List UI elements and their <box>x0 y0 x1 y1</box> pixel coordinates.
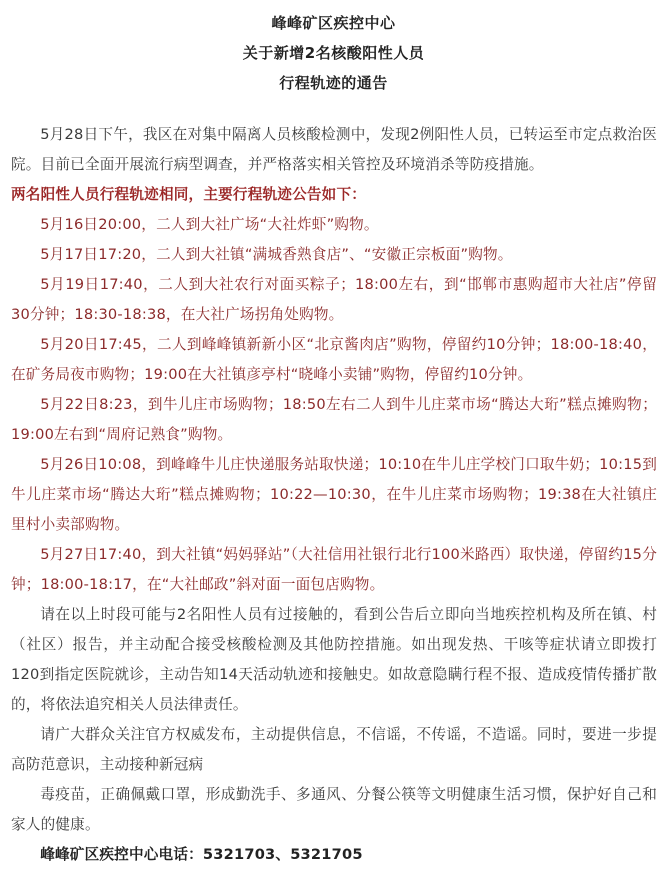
itinerary-item: 5月26日10:08，到峰峰牛儿庄快递服务站取快递；10:10在牛儿庄学校门口取牛奶；10:15到牛儿庄菜市场“腾达大珩”糕点摊购物；10:22—10:30，在牛儿庄菜市场购物；19:38在大社镇庄里村小卖部购物。 <box>11 456 657 533</box>
itinerary-item: 5月22日8:23，到牛儿庄市场购物；18:50左右二人到牛儿庄菜市场“腾达大珩”糕点摊购物；19:00左右到“周府记熟食”购物。 <box>11 396 657 443</box>
itinerary-heading: 两名阳性人员行程轨迹相同，主要行程轨迹公告如下： <box>11 186 367 203</box>
itinerary-item: 5月20日17:45，二人到峰峰镇新新小区“北京酱肉店”购物，停留约10分钟；18:00-18:40，在矿务局夜市购物；19:00在大社镇彦亭村“晓峰小卖铺”购物，停留约10分钟。 <box>11 336 657 383</box>
document-body <box>0 98 667 870</box>
title-organization: 峰峰矿区疾控中心 <box>271 14 396 32</box>
appeal-paragraph-2: 毒疫苗，正确佩戴口罩，形成勤洗手、多通风、分餐公筷等文明健康生活习惯，保护好自己和家人的健康。 <box>11 786 657 833</box>
contact-phone: 峰峰矿区疾控中心电话：5321703、5321705 <box>40 846 363 863</box>
itinerary-item: 5月16日20:00，二人到大社广场“大社炸虾”购物。 <box>40 216 379 233</box>
itinerary-item: 5月27日17:40，到大社镇“妈妈驿站”（大社信用社银行北行100米路西）取快递，停留约15分钟；18:00-18:17，在“大社邮政”斜对面一面包店购物。 <box>11 546 657 593</box>
appeal-paragraph-1: 请广大群众关注官方权威发布，主动提供信息，不信谣，不传谣，不造谣。同时，要进一步提高防范意识，主动接种新冠病 <box>11 726 657 773</box>
itinerary-item: 5月17日17:20，二人到大社镇“满城香熟食店”、“安徽正宗板面”购物。 <box>40 246 513 263</box>
itinerary-item: 5月19日17:40，二人到大社农行对面买粽子；18:00左右，到“邯郸市惠购超市大社店”停留30分钟；18:30-18:38，在大社广场拐角处购物。 <box>11 276 657 323</box>
notice-paragraph: 请在以上时段可能与2名阳性人员有过接触的，看到公告后立即向当地疾控机构及所在镇、村（社区）报告，并主动配合接受核酸检测及其他防控措施。如出现发热、干咳等症状请立即拨打120到指定医院就诊，主动告知14天活动轨迹和接触史。如故意隐瞒行程不报、造成疫情传播扩散的，将依法追究相关人员法律责任。 <box>11 606 657 713</box>
title-notice: 行程轨迹的通告 <box>279 74 388 92</box>
document-title <box>0 0 667 98</box>
intro-paragraph: 5月28日下午，我区在对集中隔离人员核酸检测中，发现2例阳性人员，已转运至市定点救治医院。目前已全面开展流行病型调查，并严格落实相关管控及环境消杀等防疫措施。 <box>11 126 657 173</box>
title-subject: 关于新增2名核酸阳性人员 <box>242 44 425 62</box>
